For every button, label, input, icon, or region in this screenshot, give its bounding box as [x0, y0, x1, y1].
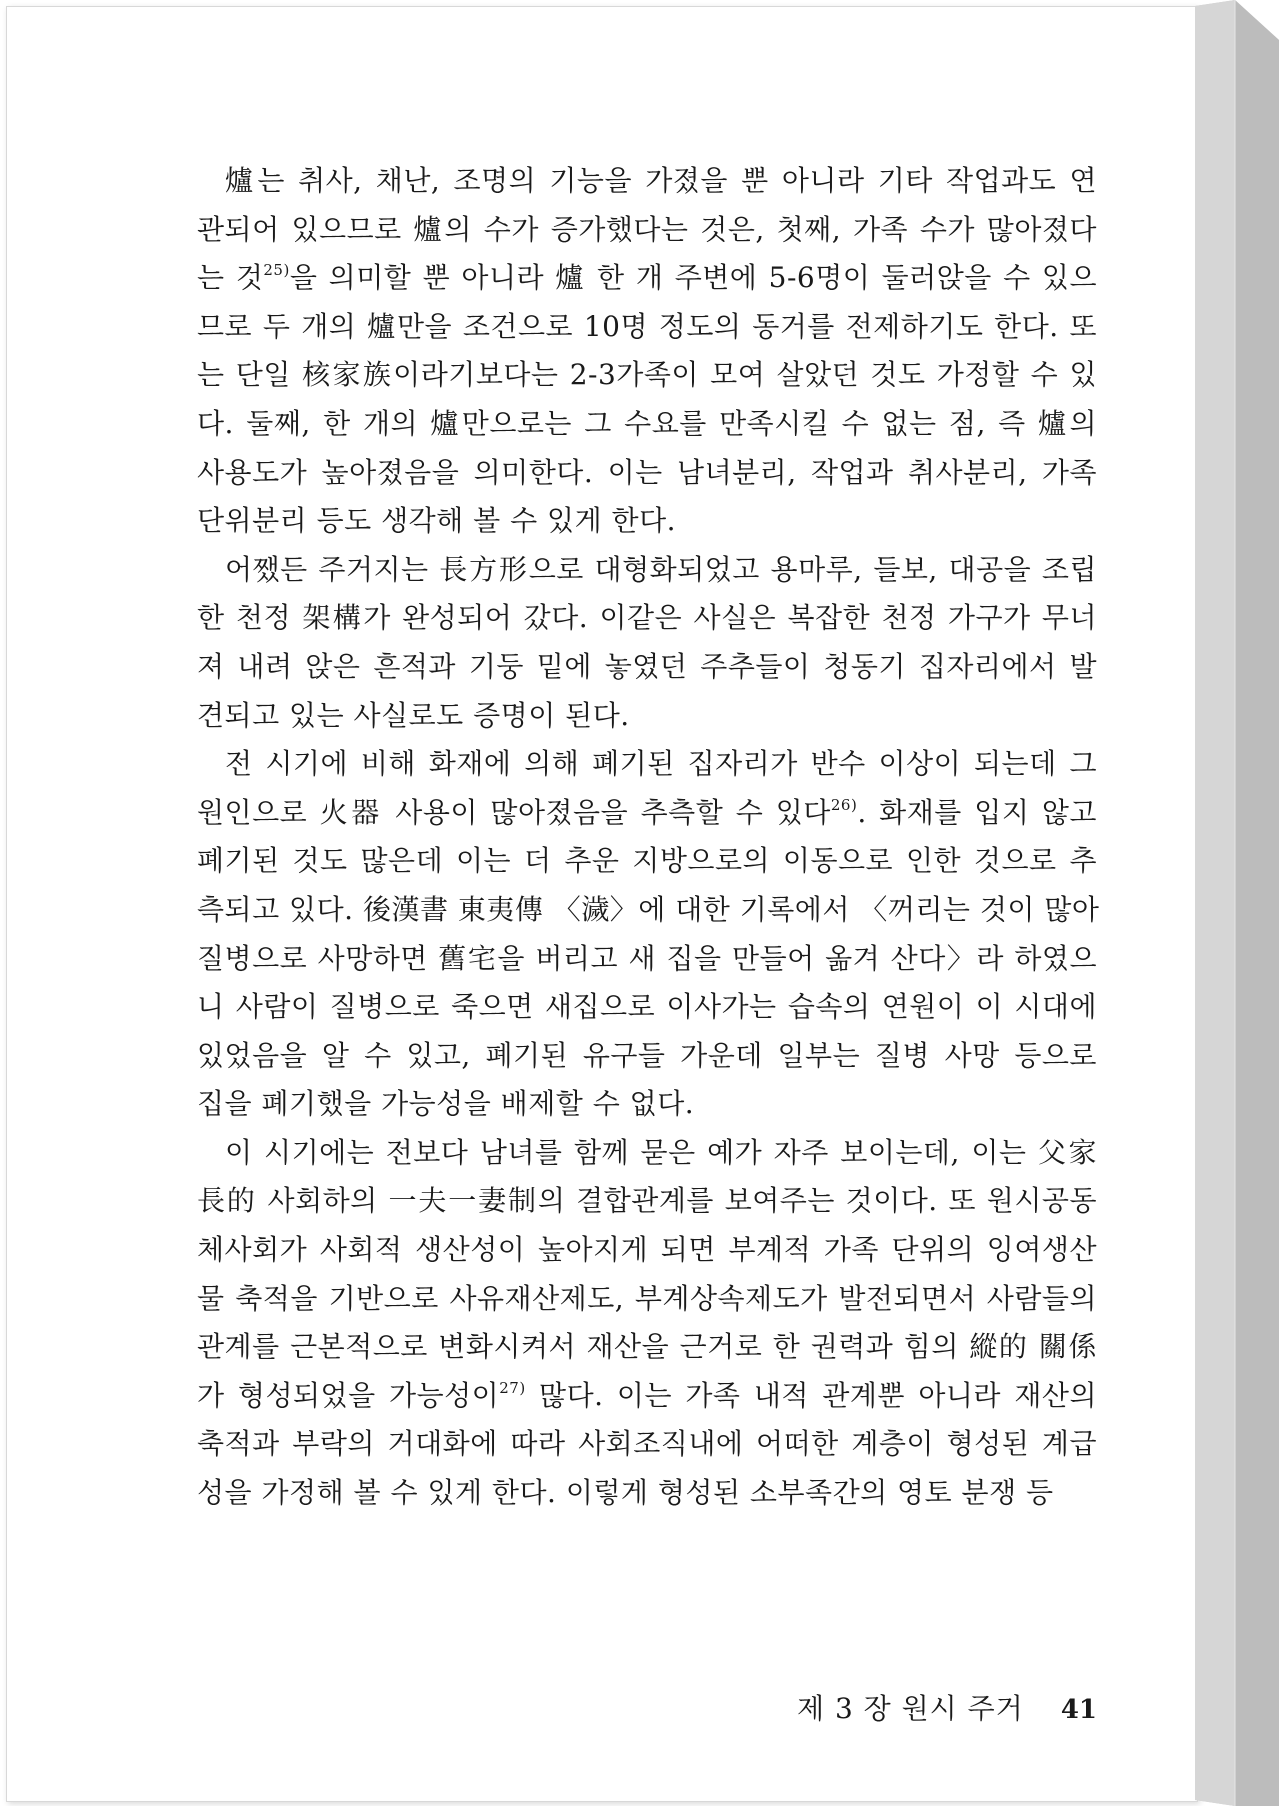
text-line: 長的 사회하의 一夫一妻制의 결합관계를 보여주는 것이다. 또 원시공동 — [197, 1184, 1097, 1218]
paragraph — [197, 546, 1097, 740]
text-line: 폐기된 것도 많은데 이는 더 추운 지방으로의 이동으로 인한 것으로 추 — [197, 844, 1097, 878]
text-line: 져 내려 앉은 흔적과 기둥 밑에 놓였던 주추들이 청동기 집자리에서 발 — [197, 649, 1097, 683]
text-line: 는 단일 核家族이라기보다는 2-3가족이 모여 살았던 것도 가정할 수 있 — [197, 358, 1097, 392]
text-line: 한 천정 架構가 완성되어 갔다. 이같은 사실은 복잡한 천정 가구가 무너 — [197, 601, 1097, 635]
text-line: 전 시기에 비해 화재에 의해 폐기된 집자리가 반수 이상이 되는데 그 — [225, 747, 1097, 781]
text-line: 가 형성되었을 가능성이$^{27)}$ 많다. 이는 가족 내적 관계뿐 아니라 재산의 — [197, 1378, 1097, 1412]
book-page — [6, 6, 1198, 1802]
text-line: 니 사람이 질병으로 죽으면 새집으로 이사가는 습속의 연원이 이 시대에 — [197, 990, 1097, 1024]
text-line: 다. 둘째, 한 개의 爐만으로는 그 수요를 만족시킬 수 없는 점, 즉 爐의 — [197, 406, 1097, 440]
text-line: 관계를 근본적으로 변화시켜서 재산을 근거로 한 권력과 힘의 縱的 關係 — [197, 1330, 1097, 1364]
book-page-edge — [1195, 0, 1279, 1806]
page-number: 41 — [1060, 1695, 1097, 1725]
footnote-marker[interactable]: 27) — [499, 1378, 526, 1397]
text-line: 축적과 부락의 거대화에 따라 사회조직내에 어떠한 계층이 형성된 계급 — [197, 1427, 1097, 1461]
text-line: 물 축적을 기반으로 사유재산제도, 부계상속제도가 발전되면서 사람들의 — [197, 1281, 1097, 1315]
text-line: 질병으로 사망하면 舊宅을 버리고 새 집을 만들어 옮겨 산다〉라 하였으 — [197, 941, 1097, 975]
footnote-marker[interactable]: 25) — [263, 261, 290, 280]
text-line: 므로 두 개의 爐만을 조건으로 10명 정도의 동거를 전제하기도 한다. 또 — [197, 309, 1097, 343]
text-line: 관되어 있으므로 爐의 수가 증가했다는 것은, 첫째, 가족 수가 많아졌다 — [197, 212, 1097, 246]
text-line: 단위분리 등도 생각해 볼 수 있게 한다. — [197, 504, 677, 538]
paragraph — [197, 1129, 1097, 1518]
text-line: 집을 폐기했을 가능성을 배제할 수 없다. — [197, 1087, 695, 1121]
footnote-marker[interactable]: 26) — [830, 795, 858, 814]
text-line: 사용도가 높아졌음을 의미한다. 이는 남녀분리, 작업과 취사분리, 가족 — [197, 455, 1097, 489]
page-footer — [797, 1687, 1097, 1727]
paragraph — [197, 740, 1100, 1129]
chapter-title: 제 3 장 원시 주거 — [797, 1692, 1024, 1725]
text-line: 어쨌든 주거지는 長方形으로 대형화되었고 용마루, 들보, 대공을 조립 — [225, 552, 1097, 586]
text-line: 爐는 취사, 채난, 조명의 기능을 가졌을 뿐 아니라 기타 작업과도 연 — [225, 164, 1097, 197]
text-line: 성을 가정해 볼 수 있게 한다. 이렇게 형성된 소부족간의 영토 분쟁 등 — [197, 1476, 1054, 1510]
text-line: 는 것$^{25)}$을 의미할 뿐 아니라 爐 한 개 주변에 5-6명이 둘러앉을 수 있으 — [197, 261, 1097, 295]
page-body-text — [197, 157, 1100, 1518]
text-line: 이 시기에는 전보다 남녀를 함께 묻은 예가 자주 보이는데, 이는 父家 — [225, 1135, 1097, 1169]
text-line: 측되고 있다. 後漢書 東夷傳 〈濊〉에 대한 기록에서 〈꺼리는 것이 많아 — [197, 892, 1100, 926]
text-line: 있었음을 알 수 있고, 폐기된 유구들 가운데 일부는 질병 사망 등으로 — [197, 1038, 1097, 1072]
text-line: 체사회가 사회적 생산성이 높아지게 되면 부계적 가족 단위의 잉여생산 — [197, 1233, 1097, 1267]
paragraph — [197, 157, 1097, 546]
text-line: 견되고 있는 사실로도 증명이 된다. — [197, 698, 630, 732]
text-line: 원인으로 火器 사용이 많아졌음을 추측할 수 있다$^{26)}$. 화재를 입지 않고 — [197, 795, 1097, 829]
